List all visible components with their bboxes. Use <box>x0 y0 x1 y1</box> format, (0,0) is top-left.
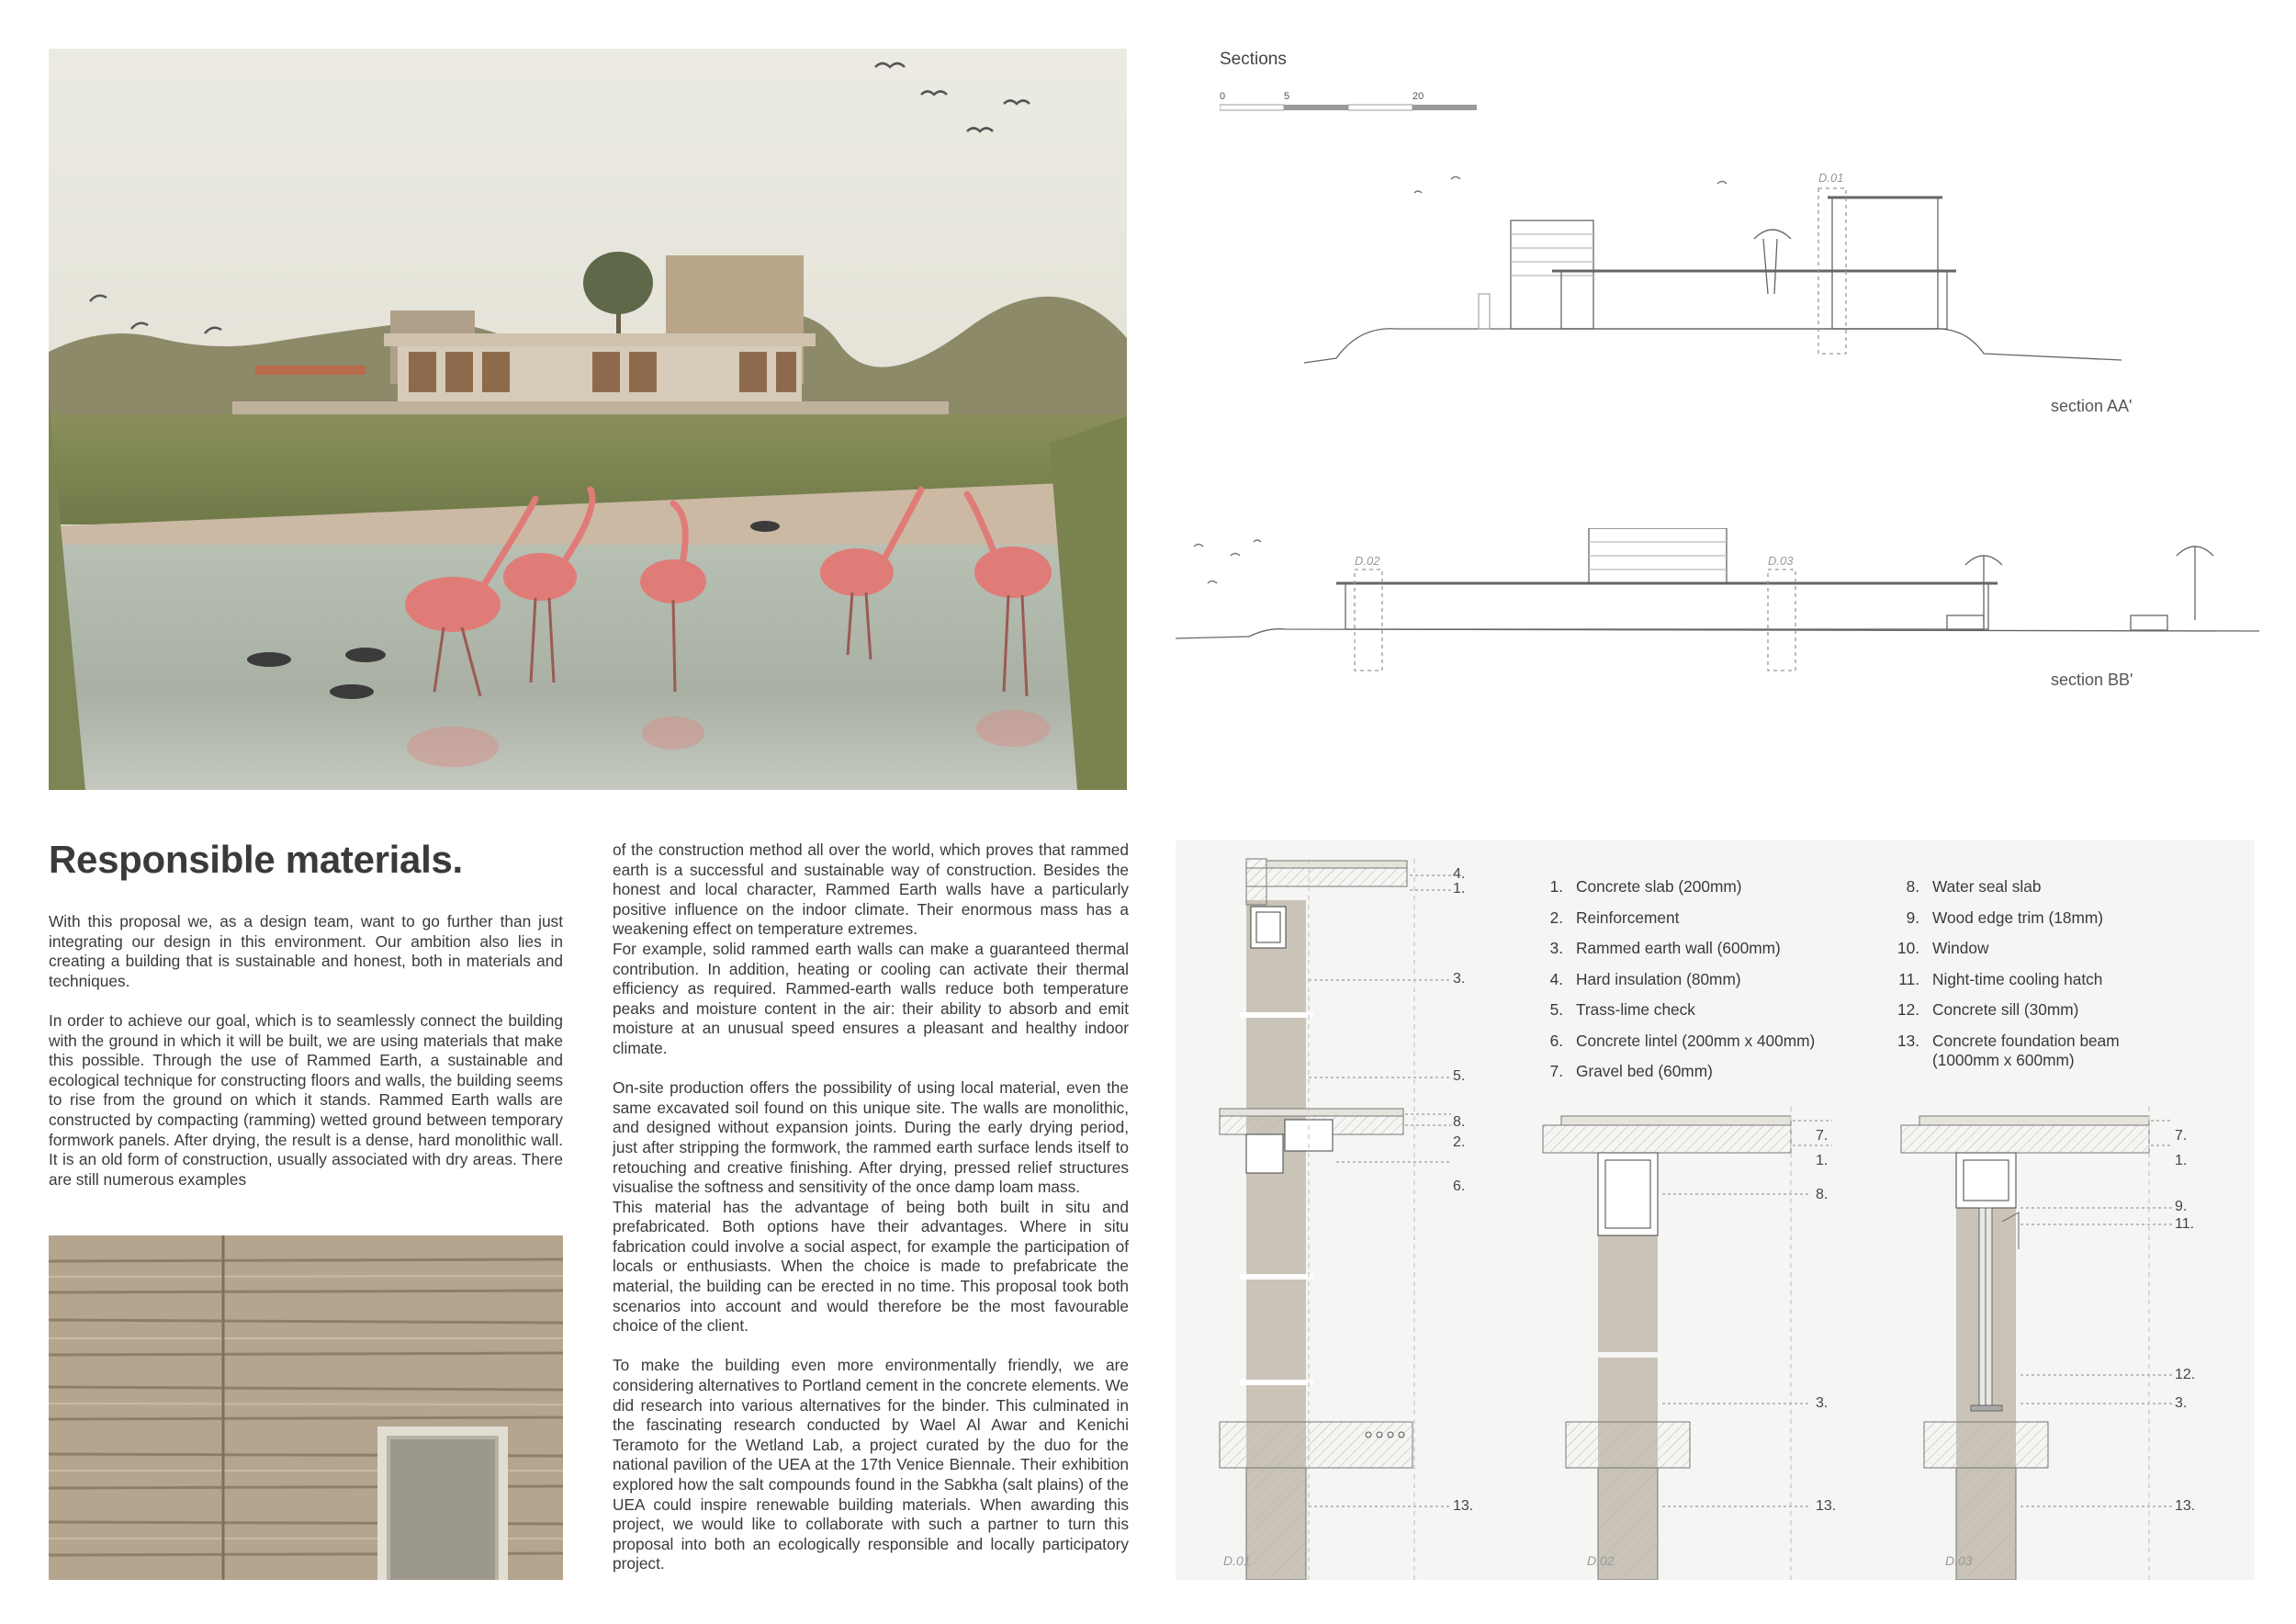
scale-bar <box>1220 90 1479 116</box>
detail-label: 3. <box>1453 971 1466 987</box>
hero-render-image <box>49 49 1127 790</box>
legend-item: 9. Wood edge trim (18mm) <box>1906 908 2103 927</box>
article-column-left <box>49 912 563 1210</box>
legend-column-a <box>1539 872 1815 1088</box>
detail-label: 4. <box>1453 866 1466 882</box>
detail-label: 1. <box>2175 1153 2188 1168</box>
section-aa-label: section AA' <box>2051 397 2133 415</box>
article-paragraph: On-site production offers the possibility of using local material, even the same excavated soil found on this unique site. The walls are monolithic, and designed without expansion joints. During the early drying period, just after stripping the formwork, the rammed earth surface lends itself to retouching and creative finishing. After drying, pressed relief structures visualise the softness and sensitivity of the once damp loam mass. <box>613 1078 1129 1197</box>
detail-label: 3. <box>1816 1395 1829 1411</box>
detail-label: 11. <box>2175 1216 2195 1232</box>
construction-details-panel <box>1176 840 2255 1580</box>
section-bb-label: section BB' <box>2051 671 2133 689</box>
legend-column-b <box>1896 872 2144 1070</box>
scale-label-5: 5 <box>1284 91 1290 102</box>
article-paragraph: With this proposal we, as a design team, want to go further than just integrating our design in this environment. Our ambition also lies in creating a building that is sustainable and honest, both in materials and techniques. <box>49 912 563 990</box>
detail-d03-drawing <box>1901 1116 2149 1580</box>
detail-id-d03: D.03 <box>1945 1553 1973 1568</box>
section-bb-marker-d02: D.02 <box>1355 554 1380 568</box>
scale-label-20: 20 <box>1412 91 1424 102</box>
legend-item: 8. Water seal slab <box>1906 877 2042 896</box>
article-paragraph: This material has the advantage of being both built in situ and prefabricated. Both options have their advantages. Where in situ fabrication could involve a social aspect, for example the participation of locals or enthusiasts. When the choice is made to prefabricate the material, the building can be erected in no time. This proposal took both scenarios into account and would therefore be the most favourable choice of the client. <box>613 1197 1129 1336</box>
legend-item: 5. Trass-lime check <box>1549 1000 1695 1019</box>
legend-item: 6. Concrete lintel (200mm x 400mm) <box>1549 1031 1816 1050</box>
article-paragraph: For example, solid rammed earth walls can make a guaranteed thermal contribution. In addition, heating or cooling can activate their thermal efficiency as required. Rammed-earth walls reduce both temperature peaks and moisture content in the air: their ability to absorb and emit moisture at an unusual speed ensures a pleasant and healthy indoor climate. <box>613 939 1129 1057</box>
legend-item: 12. Concrete sill (30mm) <box>1896 1000 2079 1019</box>
detail-label: 7. <box>2175 1128 2188 1144</box>
detail-label: 5. <box>1453 1068 1466 1084</box>
detail-d02-drawing <box>1543 1116 1791 1580</box>
article-paragraph: To make the building even more environmentally friendly, we are considering alternatives to Portland cement in the concrete elements. We did research into various alternatives for the binder. This culminated in the fascinating research conducted by Wael Al Awar and Kenichi Teramoto for the Wetland Lab, a project curated by the duo for the national pavilion of the UEA at the 17th Venice Biennale. Their exhibition explored how the salt compounds found in the Sabkha (salt plains) of the UEA could inspire renewable building materials. When awarding this project, we would like to collaborate with such a partner to turn this proposal into both an ecologically responsible and locally participatory project. <box>613 1356 1129 1573</box>
section-bb-drawing <box>1176 528 2259 684</box>
detail-label: 1. <box>1453 881 1466 897</box>
legend-item: 10. Window <box>1896 939 1989 957</box>
detail-label: 12. <box>2175 1367 2196 1382</box>
section-aa-marker-d01: D.01 <box>1818 171 1844 185</box>
article-paragraph: of the construction method all over the world, which proves that rammed earth is a successful and sustainable way of construction. Besides the honest and local character, Rammed Earth walls have a particularly positive influence on the indoor climate. Their enormous mass has a weakening effect on temperature extremes. <box>613 840 1129 939</box>
rammed-earth-photo <box>49 1235 563 1580</box>
detail-label: 2. <box>1453 1134 1466 1150</box>
legend-item: 4. Hard insulation (80mm) <box>1549 969 1741 988</box>
sections-title: Sections <box>1220 50 1287 69</box>
detail-label: 13. <box>1453 1498 1474 1514</box>
article-paragraph: In order to achieve our goal, which is to seamlessly connect the building with the ground in which it will be built, we are using materials that make this possible. Through the use of Rammed Earth, a sustainable and ecological technique for constructing floors and walls, the building seems to rise from the ground on which it stands. Rammed Earth walls are constructed by compacting (ramming) wetted ground between temporary formwork panels. After drying, the result is a dense, hard monolithic wall. It is an old form of construction, usually associated with dry areas. There are still numerous examples <box>49 1010 563 1189</box>
detail-id-d02: D.02 <box>1587 1553 1615 1568</box>
section-bb-marker-d03: D.03 <box>1768 554 1794 568</box>
scale-label-0: 0 <box>1220 91 1226 102</box>
legend-item: 1. Concrete slab (200mm) <box>1549 877 1742 896</box>
detail-label: 8. <box>1453 1114 1466 1130</box>
article-column-middle <box>613 840 1129 1595</box>
detail-id-d01: D.01 <box>1223 1553 1251 1568</box>
article-heading: Responsible materials. <box>49 838 463 881</box>
detail-label: 3. <box>2175 1395 2188 1411</box>
legend-item: 3. Rammed earth wall (600mm) <box>1549 939 1781 957</box>
detail-label: 13. <box>1816 1498 1837 1514</box>
detail-label: 8. <box>1816 1187 1829 1202</box>
detail-label: 1. <box>1816 1153 1829 1168</box>
detail-label: 7. <box>1816 1128 1829 1144</box>
legend-item: 2. Reinforcement <box>1549 908 1680 927</box>
legend-item: 11. Night-time cooling hatch <box>1898 969 2103 988</box>
legend-item: 13. Concrete foundation beam (1000mm x 600mm) <box>1896 1031 2120 1069</box>
detail-label: 13. <box>2175 1498 2196 1514</box>
detail-label: 9. <box>2175 1199 2188 1214</box>
section-aa-drawing <box>1176 165 2131 386</box>
detail-label: 6. <box>1453 1179 1466 1194</box>
legend-item: 7. Gravel bed (60mm) <box>1549 1062 1713 1080</box>
detail-d01-drawing <box>1220 859 1412 1580</box>
